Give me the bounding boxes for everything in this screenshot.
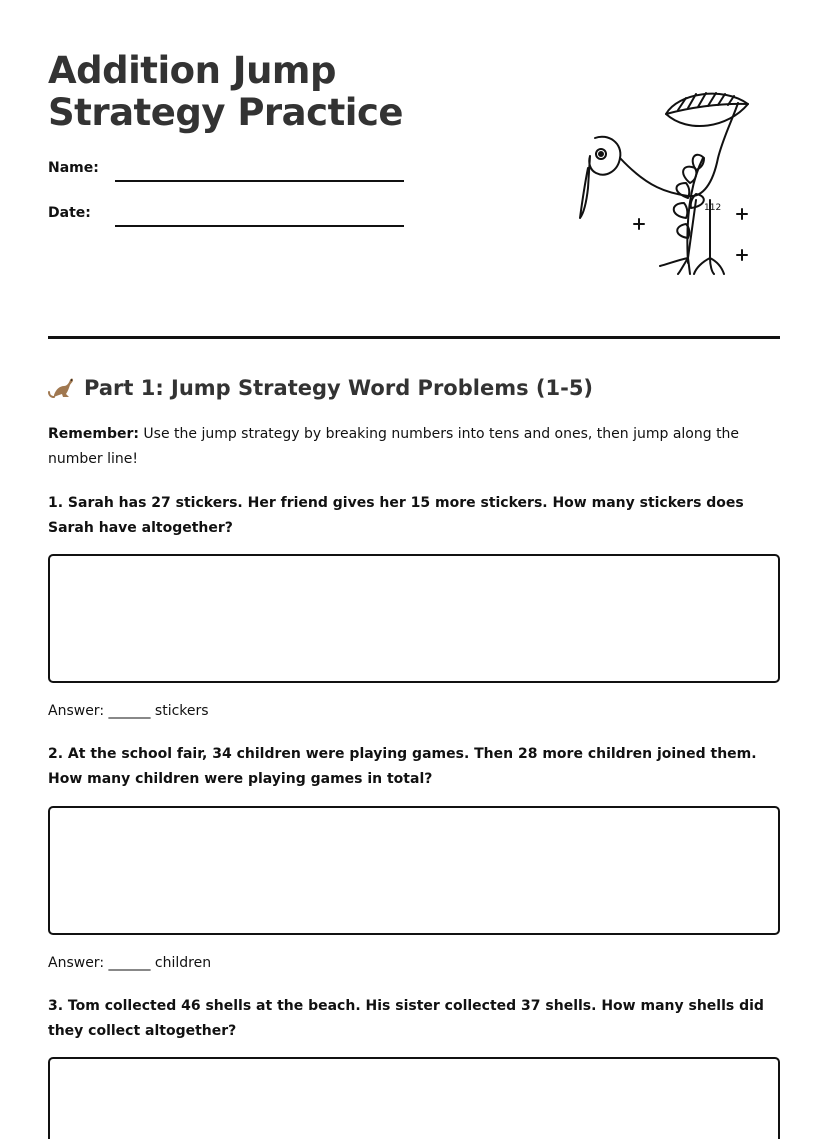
problem-text: 2. At the school fair, 34 children were playing games. Then 28 more children joined them. How many children were playing games in total? [48,746,757,787]
work-box-2[interactable] [48,806,780,935]
reminder-label: Remember: [48,426,139,442]
answer-line-1[interactable]: Answer: ______ stickers [48,703,209,719]
problem-text: 1. Sarah has 27 stickers. Her friend gives her 15 more stickers. How many stickers does Sarah have altogether? [48,495,744,536]
worksheet-page [48,0,780,1039]
problem-1 [48,491,780,541]
kangaroo-icon [48,375,76,399]
reminder [48,422,778,472]
worksheet-header [48,0,780,340]
page-title: Addition Jump Strategy Practice [48,49,403,134]
section-heading-text: Part 1: Jump Strategy Word Problems (1-5) [84,376,594,400]
problem-3 [48,994,780,1044]
answer-line-2[interactable]: Answer: ______ children [48,955,212,971]
name-field[interactable] [48,158,408,188]
bird-and-plants-illustration-icon [538,88,760,280]
name-label: Name: [48,160,99,176]
reminder-text: Use the jump strategy by breaking numbers into tens and ones, then jump along the number line! [48,426,740,467]
date-field[interactable] [48,203,408,233]
name-line[interactable] [115,180,404,182]
problem-2 [48,742,780,792]
svg-text:112: 112 [704,203,722,213]
date-label: Date: [48,205,91,221]
section-heading [48,373,593,403]
header-divider [48,336,780,339]
date-line[interactable] [115,225,404,227]
work-box-3[interactable] [48,1057,780,1139]
work-box-1[interactable] [48,554,780,683]
problem-text: 3. Tom collected 46 shells at the beach. His sister collected 37 shells. How many shells did they collect altogether? [48,998,764,1039]
